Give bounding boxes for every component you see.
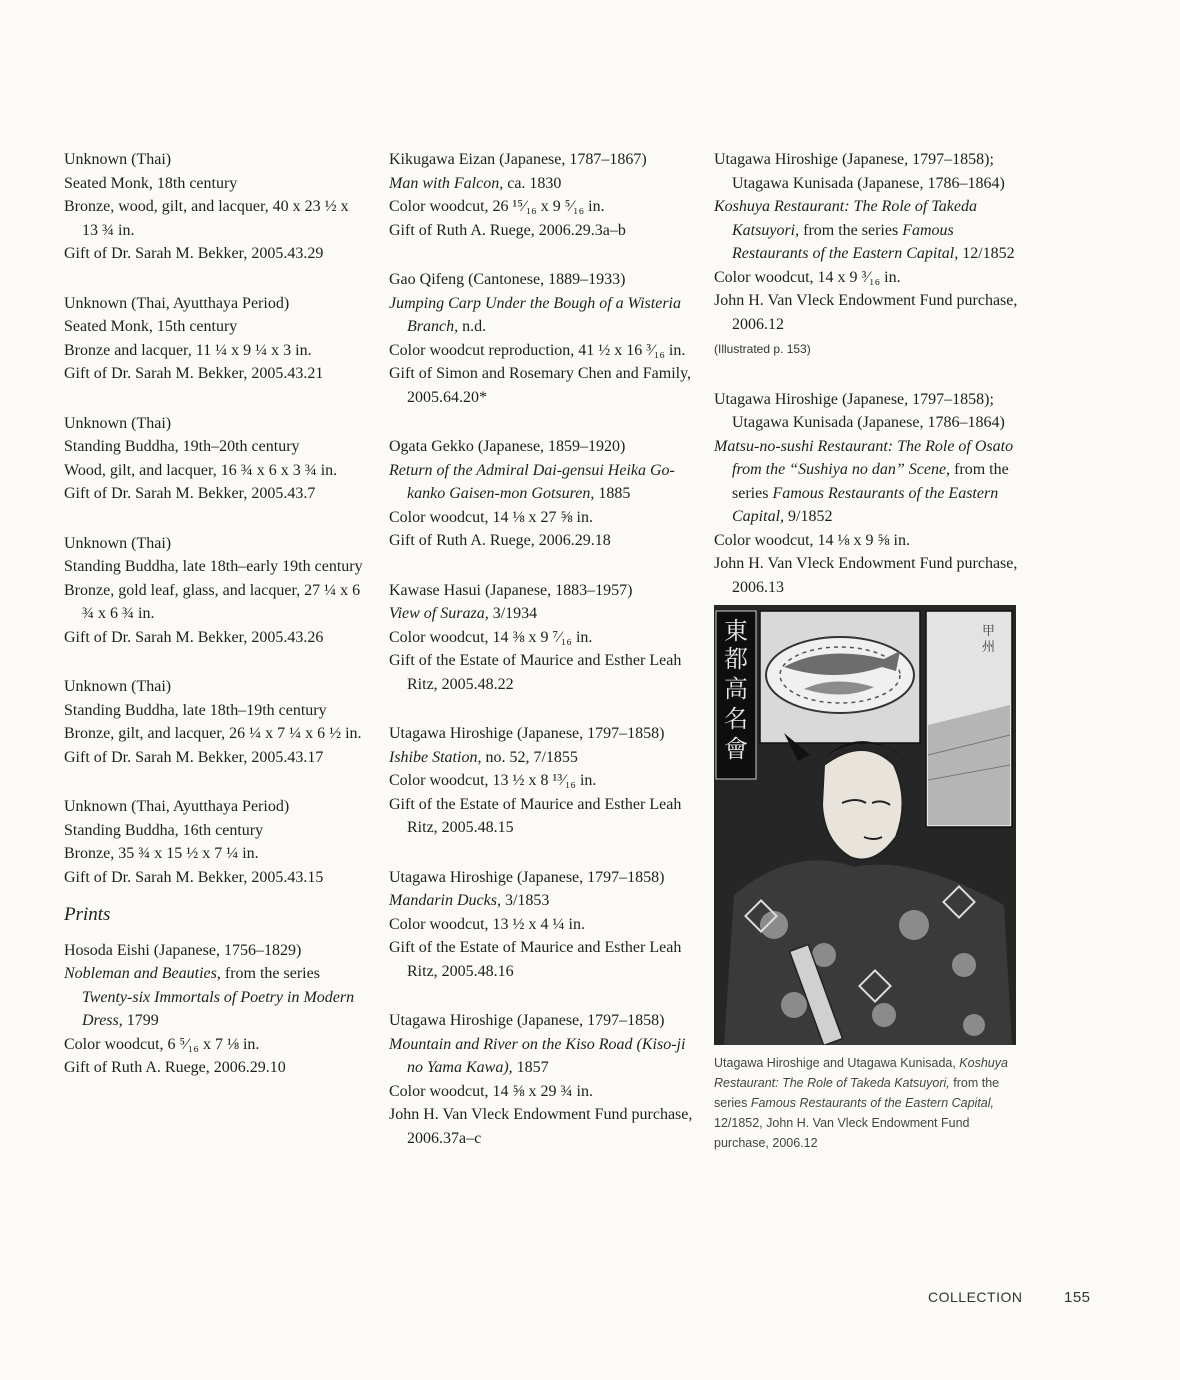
catalog-entry bbox=[64, 292, 364, 386]
entry-title-italic: Koshuya Restaurant: The Role of Takeda Katsuyori, bbox=[714, 198, 977, 239]
entry-series-italic: Famous Restaurants of the Eastern Capital, bbox=[732, 221, 959, 262]
entry-credit: Gift of the Estate of Maurice and Esther Leah Ritz, 2005.48.15 bbox=[389, 795, 682, 836]
entry-title bbox=[389, 292, 694, 339]
entry-credit: John H. Van Vleck Endowment Fund purchase, 2006.13 bbox=[714, 555, 1018, 596]
entry-title-tail: 9/1852 bbox=[784, 508, 833, 525]
entry-credit: Gift of Ruth A. Ruege, 2006.29.10 bbox=[64, 1059, 286, 1076]
entry-title-plain: from the series bbox=[732, 461, 1009, 502]
catalog-entry bbox=[714, 148, 1019, 362]
entry-medium: Color woodcut, 13 ½ x 4 ¼ in. bbox=[389, 915, 585, 933]
entry-title bbox=[714, 435, 1019, 529]
entry-title: Standing Buddha, 16th century bbox=[64, 821, 264, 839]
entry-credit: Gift of Ruth A. Ruege, 2006.29.18 bbox=[389, 532, 611, 549]
entry-medium: Bronze and lacquer, 11 ¼ x 9 ¼ x 3 in. bbox=[64, 341, 312, 359]
caption-italic-2: Famous Restaurants of the Eastern Capital, bbox=[750, 1096, 995, 1110]
entry-artist: Unknown (Thai) bbox=[64, 678, 172, 695]
entry-title bbox=[389, 602, 694, 626]
entry-artist: Gao Qifeng (Cantonese, 1889–1933) bbox=[389, 271, 626, 288]
column-2 bbox=[389, 148, 694, 1176]
entry-title-italic: Return of the Admiral Dai-gensui Heika Go-kanko Gaisen-mon Gotsuren, bbox=[389, 461, 675, 502]
entry-credit: Gift of the Estate of Maurice and Esther Leah Ritz, 2005.48.22 bbox=[389, 652, 682, 693]
entry-title-italic: Ishibe Station, bbox=[389, 748, 482, 766]
catalog-entry bbox=[389, 722, 694, 840]
entry-credit: John H. Van Vleck Endowment Fund purchase, 2006.12 bbox=[714, 292, 1018, 333]
page-number: 155 bbox=[1064, 1289, 1091, 1306]
entry-medium: Color woodcut, 14 x 9 ³⁄₁₆ in. bbox=[714, 268, 901, 286]
caption-plain-1: Utagawa Hiroshige and Utagawa Kunisada, bbox=[714, 1056, 960, 1070]
entry-title bbox=[64, 962, 364, 1033]
caption-plain-2: from the series bbox=[714, 1076, 1000, 1110]
entry-credit: Gift of Dr. Sarah M. Bekker, 2005.43.17 bbox=[64, 748, 324, 766]
entry-title-tail: 12/1852 bbox=[958, 245, 1015, 262]
entry-artist: Utagawa Hiroshige (Japanese, 1797–1858); Utagawa Kunisada (Japanese, 1786–1864) bbox=[714, 151, 1005, 192]
entry-series-italic: Twenty-six Immortals of Poetry in Modern Dress, bbox=[82, 988, 355, 1029]
entry-medium: Color woodcut, 14 ⅛ x 27 ⅝ in. bbox=[389, 508, 593, 526]
entry-medium: Bronze, gilt, and lacquer, 26 ¼ x 7 ¼ x 6 ½ in. bbox=[64, 725, 362, 742]
entry-title: Standing Buddha, 19th–20th century bbox=[64, 438, 300, 455]
figure-caption bbox=[714, 1053, 1019, 1153]
illustrated-note: (Illustrated p. 153) bbox=[714, 342, 811, 356]
entry-medium: Color woodcut, 14 ⅜ x 9 ⁷⁄₁₆ in. bbox=[389, 628, 593, 646]
entry-title-italic: Mountain and River on the Kiso Road (Kiso-ji no Yama Kawa), bbox=[389, 1035, 686, 1076]
entry-medium: Color woodcut reproduction, 41 ½ x 16 ³⁄₁₆ in. bbox=[389, 341, 686, 359]
entry-title-plain: from the series bbox=[799, 221, 903, 239]
entry-artist: Utagawa Hiroshige (Japanese, 1797–1858); Utagawa Kunisada (Japanese, 1786–1864) bbox=[714, 390, 1005, 431]
catalog-entry bbox=[389, 579, 694, 697]
entry-artist: Kikugawa Eizan (Japanese, 1787–1867) bbox=[389, 151, 647, 168]
svg-text:甲: 甲 bbox=[982, 624, 996, 639]
running-head: COLLECTION bbox=[928, 1289, 1023, 1305]
entry-credit: Gift of Dr. Sarah M. Bekker, 2005.43.29 bbox=[64, 245, 324, 262]
entry-title-italic: Nobleman and Beauties, bbox=[64, 965, 221, 982]
catalog-entry bbox=[389, 268, 694, 409]
entry-title bbox=[389, 889, 694, 913]
entry-title bbox=[389, 172, 694, 196]
entry-artist: Ogata Gekko (Japanese, 1859–1920) bbox=[389, 438, 626, 455]
entry-credit: Gift of Dr. Sarah M. Bekker, 2005.43.15 bbox=[64, 868, 324, 886]
entry-artist: Kawase Hasui (Japanese, 1883–1957) bbox=[389, 581, 633, 599]
catalog-entry bbox=[64, 412, 364, 506]
entry-medium: Bronze, gold leaf, glass, and lacquer, 27 ¼ x 6 ¾ x 6 ¾ in. bbox=[64, 581, 361, 622]
entry-title: Seated Monk, 15th century bbox=[64, 318, 238, 335]
entry-title-tail: ca. 1830 bbox=[503, 174, 562, 192]
entry-title-tail: 3/1934 bbox=[488, 605, 538, 622]
entry-medium: Color woodcut, 6 ⁵⁄₁₆ x 7 ⅛ in. bbox=[64, 1035, 260, 1053]
entry-medium: Wood, gilt, and lacquer, 16 ¾ x 6 x 3 ¾ in. bbox=[64, 461, 338, 479]
catalog-entry bbox=[64, 532, 364, 650]
entry-title bbox=[389, 746, 694, 770]
entry-artist: Unknown (Thai, Ayutthaya Period) bbox=[64, 798, 290, 815]
entry-title-tail: 1857 bbox=[512, 1059, 549, 1076]
entry-artist: Unknown (Thai) bbox=[64, 151, 172, 168]
entry-title-italic: Matsu-no-sushi Restaurant: The Role of Osato from the “Sushiya no dan” Scene, bbox=[714, 437, 1014, 478]
entry-title-tail: 3/1853 bbox=[500, 892, 550, 909]
caption-italic-1: Koshuya Restaurant: The Role of Takeda Katsuyori, bbox=[714, 1056, 1008, 1090]
entry-artist: Utagawa Hiroshige (Japanese, 1797–1858) bbox=[389, 868, 665, 886]
entry-medium: Color woodcut, 13 ½ x 8 ¹³⁄₁₆ in. bbox=[389, 772, 597, 789]
entry-title: Standing Buddha, late 18th–19th century bbox=[64, 701, 327, 719]
entry-artist: Utagawa Hiroshige (Japanese, 1797–1858) bbox=[389, 725, 665, 742]
entry-title-italic: Mandarin Ducks, bbox=[389, 892, 501, 909]
entry-medium: Color woodcut, 14 ⅛ x 9 ⅝ in. bbox=[714, 531, 910, 549]
svg-text:高: 高 bbox=[724, 675, 748, 703]
entry-artist: Unknown (Thai) bbox=[64, 414, 172, 432]
svg-text:東: 東 bbox=[724, 617, 748, 645]
svg-text:名: 名 bbox=[724, 705, 748, 733]
entry-credit: Gift of Ruth A. Ruege, 2006.29.3a–b bbox=[389, 221, 626, 239]
entry-title: Seated Monk, 18th century bbox=[64, 174, 238, 192]
svg-text:州: 州 bbox=[982, 640, 996, 655]
section-heading-prints: Prints bbox=[64, 904, 111, 925]
entry-title-plain: from the series bbox=[220, 965, 320, 982]
caption-plain-3: 12/1852, John H. Van Vleck Endowment Fund purchase, 2006.12 bbox=[714, 1116, 970, 1150]
column-1 bbox=[64, 148, 364, 1106]
entry-title-tail: 1885 bbox=[594, 485, 631, 502]
entry-artist: Unknown (Thai) bbox=[64, 534, 172, 552]
entry-title: Standing Buddha, late 18th–early 19th century bbox=[64, 558, 363, 575]
catalog-entry bbox=[64, 675, 364, 769]
entry-credit: Gift of Simon and Rosemary Chen and Family, 2005.64.20* bbox=[389, 365, 692, 406]
entry-medium: Bronze, wood, gilt, and lacquer, 40 x 23 ½ x 13 ¾ in. bbox=[64, 198, 349, 239]
entry-credit: Gift of Dr. Sarah M. Bekker, 2005.43.7 bbox=[64, 485, 316, 502]
catalog-entry bbox=[389, 435, 694, 553]
catalog-entry bbox=[389, 148, 694, 242]
column-3 bbox=[714, 148, 1019, 1153]
svg-text:都: 都 bbox=[724, 645, 748, 673]
woodblock-print-image bbox=[714, 605, 1016, 1045]
entry-title-tail: no. 52, 7/1855 bbox=[481, 748, 578, 766]
entry-title bbox=[714, 195, 1019, 266]
catalog-entry bbox=[64, 148, 364, 266]
catalog-entry bbox=[64, 939, 364, 1080]
entry-title-year: 1799 bbox=[122, 1012, 159, 1029]
entry-credit: Gift of the Estate of Maurice and Esther Leah Ritz, 2005.48.16 bbox=[389, 939, 682, 980]
entry-series-italic: Famous Restaurants of the Eastern Capital, bbox=[732, 484, 999, 525]
catalog-entry bbox=[64, 795, 364, 889]
catalog-entry bbox=[389, 866, 694, 984]
catalog-entry bbox=[389, 1009, 694, 1150]
catalog-entry bbox=[714, 388, 1019, 600]
entry-title-italic: View of Suraza, bbox=[389, 605, 489, 622]
entry-medium: Bronze, 35 ¾ x 15 ½ x 7 ¼ in. bbox=[64, 845, 259, 862]
entry-title-italic: Jumping Carp Under the Bough of a Wisteria Branch, bbox=[389, 294, 681, 335]
entry-credit: John H. Van Vleck Endowment Fund purchase, 2006.37a–c bbox=[389, 1106, 693, 1147]
entry-artist: Unknown (Thai, Ayutthaya Period) bbox=[64, 294, 290, 312]
entry-credit: Gift of Dr. Sarah M. Bekker, 2005.43.26 bbox=[64, 628, 324, 646]
entry-artist: Utagawa Hiroshige (Japanese, 1797–1858) bbox=[389, 1012, 665, 1029]
print-illustration bbox=[714, 605, 1016, 1045]
entry-title bbox=[389, 1033, 694, 1080]
entry-title-italic: Man with Falcon, bbox=[389, 174, 504, 192]
svg-text:會: 會 bbox=[724, 735, 748, 763]
entry-artist: Hosoda Eishi (Japanese, 1756–1829) bbox=[64, 941, 302, 959]
entry-title bbox=[389, 459, 694, 506]
entry-credit: Gift of Dr. Sarah M. Bekker, 2005.43.21 bbox=[64, 365, 324, 382]
entry-title-tail: n.d. bbox=[458, 318, 487, 335]
entry-medium: Color woodcut, 14 ⅝ x 29 ¾ in. bbox=[389, 1082, 593, 1100]
entry-medium: Color woodcut, 26 ¹⁵⁄₁₆ x 9 ⁵⁄₁₆ in. bbox=[389, 198, 605, 215]
